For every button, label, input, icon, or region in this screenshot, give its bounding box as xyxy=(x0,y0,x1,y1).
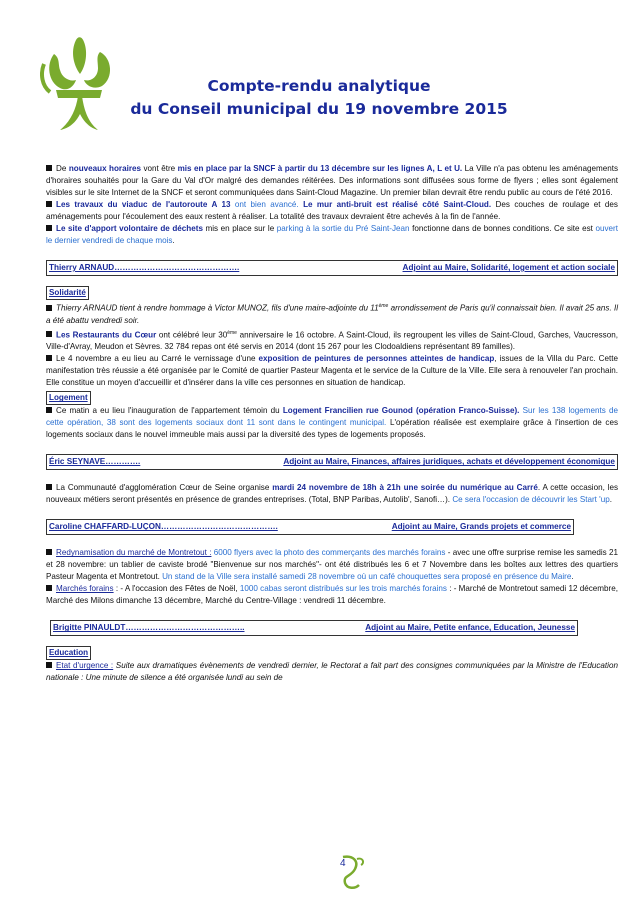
bullet-square-icon xyxy=(46,355,52,361)
section-label-education: Education xyxy=(46,646,91,660)
seynave-paragraph-1: La Communauté d'agglomération Cœur de Seine organise mardi 24 novembre de 18h à 21h une soirée du numérique au Carré. A cette occasion, les nouveaux métiers seront présentés en présence de grandes entreprises. (Total, BNP Paribas, Autolib', Sanofi…). Ce sera l'occasion de découvrir les Start 'up. xyxy=(46,483,618,505)
bullet-square-icon xyxy=(46,331,52,337)
bullet-square-icon xyxy=(46,201,52,207)
education-paragraph-1: Etat d'urgence : Suite aux dramatiques évènements de vendredi dernier, le Rectorat a fait part des consignes communiquées par la Ministre de l'Education nationale : Une minute de silence a été organisée lundi au sein de xyxy=(46,661,618,683)
member-header-chaffard: Caroline CHAFFARD-LUÇON……………………………………. Adjoint au Maire, Grands projets et commerce xyxy=(46,519,574,535)
section-label-logement: Logement xyxy=(46,391,91,405)
report-subtitle: du Conseil municipal du 19 novembre 2015 xyxy=(130,100,508,118)
solidarite-paragraph-2: Les Restaurants du Cœur ont célébré leur 30ème anniversaire le 16 octobre. A Saint-Cloud, ils regroupent les villes de Saint-Cloud, Garches, Vaucresson, Ville-d'Avray, Meudon et Sèvres. 32 784 repas ont été servis en 2014 (dont 15 267 pour les Clodoaldiens représentant 89 familles). xyxy=(46,329,618,352)
transport-paragraph-1: De nouveaux horaires vont être mis en place par la SNCF à partir du 13 décembre sur les lignes A, L et U. La Ville n'a pas obtenu les aménagements d'horaires souhaités pour la Gare du Val d'Or malgré des demandes réitérées. Des informations sont diffusées sous forme de flyers ; elles sont également visibles sur le site Internet de la SNCF et seront communiquées dans Saint-Cloud Magazine. Un premier bilan devrait être rendu public au cours de l'été 2016. xyxy=(46,164,618,197)
member-header-arnaud: Thierry ARNAUD………………………………………. Adjoint au Maire, Solidarité, logement et action sociale xyxy=(46,260,618,276)
bullet-square-icon xyxy=(46,585,52,591)
logement-paragraph-1: Ce matin a eu lieu l'inauguration de l'appartement témoin du Logement Francilien rue Gounod (opération Franco-Suisse). Sur les 138 logements de cette opération, 38 sont des logements sociaux dont 11 sont dans le contingent municipal. L'opération réalisée est exemplaire grâce à l'insertion de ces logements sociaux dans le nouvel immeuble mais aussi par la diversité des types de logements proposés. xyxy=(46,406,618,440)
bullet-square-icon xyxy=(46,662,52,668)
bullet-square-icon xyxy=(46,549,52,555)
bullet-square-icon xyxy=(46,305,52,311)
solidarite-paragraph-3: Le 4 novembre a eu lieu au Carré le vernissage d'une exposition de peintures de personnes atteintes de handicap, issues de la Villa du Parc. Cette manifestation très réussie a été organisée par le Comité de quartier Pasteur Magenta et le service de la Culture de la Ville. Elle sera à renouveler l'an prochain. Elle constitue un moyen d'accueillir et d'insérer dans la ville ces personnes en situation de handicap. xyxy=(46,354,618,388)
transport-paragraph-2: Les travaux du viaduc de l'autoroute A 13 ont bien avancé. Le mur anti-bruit est réalisé côté Saint-Cloud. Des couches de roulage et des aménagements pour l'écoulement des eaux restent à réaliser. La totalité des travaux devraient être achevés à la fin de l'année. xyxy=(46,200,618,221)
transport-paragraph-3: Le site d'apport volontaire de déchets mis en place sur le parking à la sortie du Pré Saint-Jean fonctionne dans de bonnes conditions. Ce site est ouvert le dernier vendredi de chaque mois. xyxy=(46,224,618,245)
page-number xyxy=(337,853,367,893)
chaffard-paragraph-1: Redynamisation du marché de Montretout : 6000 flyers avec la photo des commerçants des marchés forains - avec une offre surprise remise les samedis 21 et 28 novembre: un tablier de caviste brodé "Bienvenue sur nos marchés"- ont été distribués les 6 et 7 Novembre dans les boîtes aux lettres des quartiers Pasteur Magenta et Montretout. Un stand de la Ville sera installé samedi 28 novembre où un café chouquettes sera proposé en présence du Maire. xyxy=(46,548,618,582)
report-body xyxy=(46,163,618,684)
member-header-pinauldt: Brigitte PINAULDT…………………………………….. Adjoint au Maire, Petite enfance, Education, Jeunesse xyxy=(50,620,578,636)
chaffard-paragraph-2: Marchés forains : - A l'occasion des Fêtes de Noël, 1000 cabas seront distribués sur les trois marchés forains : - Marché de Montretout samedi 12 décembre, Marché des Milons dimanche 13 décembre, Marché du Centre-Village : vendredi 11 décembre. xyxy=(46,584,618,606)
solidarite-paragraph-1: Thierry ARNAUD tient à rendre hommage à Victor MUNOZ, fils d'une maire-adjointe du 11ème arrondissement de Paris qu'il connaissait bien. Il avait 25 ans. Il a été abattu vendredi soir. xyxy=(46,303,619,325)
page-number-text: 4 xyxy=(340,858,346,869)
bullet-square-icon xyxy=(46,407,52,413)
bullet-square-icon xyxy=(46,484,52,490)
member-header-seynave: Éric SEYNAVE…………. Adjoint au Maire, Finances, affaires juridiques, achats et développement économique xyxy=(46,454,618,470)
bullet-square-icon xyxy=(46,165,52,171)
report-title: Compte-rendu analytique xyxy=(207,77,431,95)
bullet-square-icon xyxy=(46,225,52,231)
section-label-solidarite: Solidarité xyxy=(46,286,89,300)
